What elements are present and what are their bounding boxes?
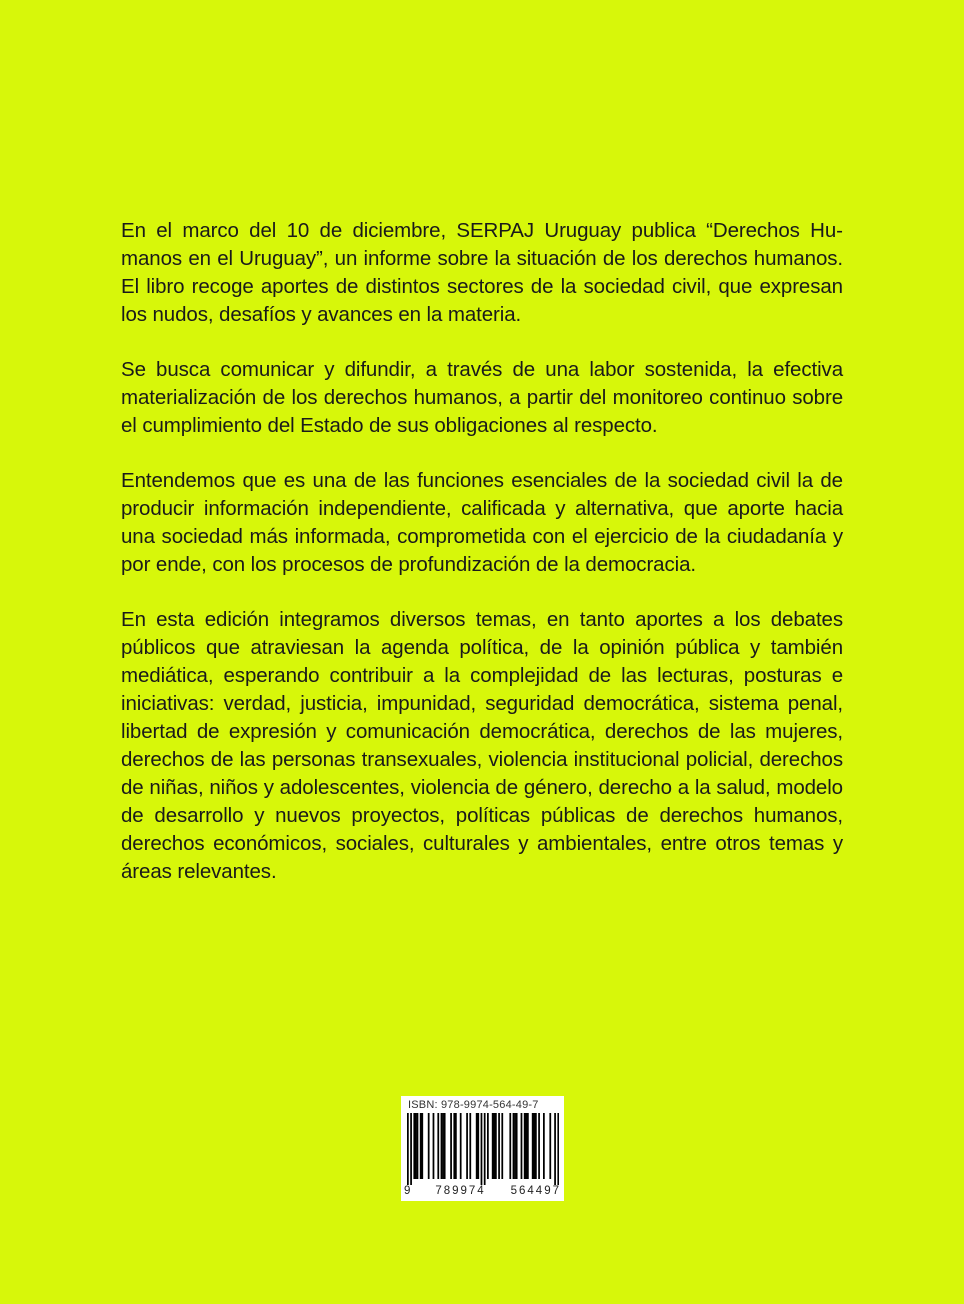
barcode-bar — [444, 1113, 446, 1179]
barcode-bar — [466, 1113, 468, 1179]
cover-text — [121, 217, 843, 913]
barcode-bar — [533, 1113, 535, 1179]
paragraph-purpose: Se busca comunicar y difundir, a través de una labor sostenida, la efectiva materialización de los derechos humanos, a partir del monitoreo continuo sobre el cumplimiento del Estado de sus obligaciones al respecto. — [121, 358, 843, 437]
barcode-bar — [535, 1113, 537, 1179]
barcode-bar — [543, 1113, 545, 1179]
barcode-bar — [437, 1113, 439, 1179]
barcode-bar — [525, 1113, 527, 1179]
barcode-right-group: 564497 — [510, 1185, 561, 1197]
barcode-bar — [460, 1113, 462, 1179]
barcode-bar — [493, 1113, 495, 1179]
paragraph-topics: En esta edición integramos diversos temas, en tanto aportes a los debates públicos que atraviesan la agenda política, de la opinión pública y también mediática, esperando contribuir a la complejidad de las lecturas, posturas e iniciativas: verdad, justicia, impunidad, seguridad democrática, sistema penal, libertad de expresión y comunicación democrática, derechos de las mujeres, derechos de las personas transexuales, violencia institucional policial, derechos de niñas, niños y adolescentes, violencia de género, derecho a la salud, modelo de desarrollo y nuevos proyectos, políticas públicas de derechos humanos, derechos económicos, sociales, culturales y ambientales, entre otros temas y áreas relevantes. — [121, 608, 843, 883]
barcode-bar — [524, 1113, 526, 1179]
barcode-bar — [433, 1113, 435, 1179]
barcode-bar — [413, 1113, 415, 1179]
barcode-bar — [509, 1113, 511, 1179]
barcode-bar — [442, 1113, 444, 1179]
barcode-bar — [487, 1113, 489, 1179]
barcode-bar — [481, 1113, 483, 1185]
barcode-bar — [455, 1113, 457, 1179]
barcode-bar — [428, 1113, 430, 1179]
barcode-bar — [549, 1113, 551, 1179]
barcode-bar — [516, 1113, 518, 1179]
barcode-bar — [417, 1113, 419, 1179]
barcode-bar — [554, 1113, 556, 1185]
barcode-bar — [514, 1113, 516, 1179]
paragraph-intro: En el marco del 10 de diciembre, SERPAJ Uruguay publica “Derechos Humanos en el Uruguay”, un informe sobre la situación de los derechos humanos. El libro recoge aportes de distintos sectores de la sociedad civil, que expresan los nudos, desafíos y avances en la materia. — [121, 219, 843, 326]
barcode-bar — [415, 1113, 417, 1179]
barcode-bar — [492, 1113, 494, 1179]
barcode-bar — [498, 1113, 500, 1179]
barcode-bar — [532, 1113, 534, 1179]
barcode-bar — [469, 1113, 471, 1179]
barcode-digits — [404, 1185, 561, 1197]
barcode-bar — [527, 1113, 529, 1179]
barcode-bar — [410, 1113, 412, 1185]
barcode-bar — [476, 1113, 478, 1179]
barcode-bar — [407, 1113, 409, 1185]
barcode-left-group: 789974 — [435, 1185, 486, 1197]
barcode-bar — [513, 1113, 515, 1179]
barcode-first-digit: 9 — [404, 1185, 411, 1197]
isbn-label: ISBN: 978-9974-564-49-7 — [408, 1099, 539, 1111]
paragraph-civil-society: Entendemos que es una de las funciones esenciales de la sociedad civil la de producir información independiente, calificada y alternativa, que aporte hacia una sociedad más informada, comprometida con el ejercicio de la ciudadanía y por ende, con los procesos de profundización de la democracia. — [121, 469, 843, 576]
barcode-bar — [501, 1113, 503, 1179]
barcode-icon — [407, 1113, 559, 1185]
barcode-bar — [557, 1113, 559, 1185]
barcode-bar — [477, 1113, 479, 1179]
barcode-bar — [484, 1113, 486, 1185]
barcode-bar — [538, 1113, 540, 1179]
barcode-bar — [521, 1113, 523, 1179]
barcode-bar — [495, 1113, 497, 1179]
barcode-bar — [420, 1113, 422, 1179]
isbn-barcode — [401, 1096, 564, 1201]
barcode-bar — [441, 1113, 443, 1179]
barcode-bar — [450, 1113, 452, 1179]
barcode-bar — [453, 1113, 455, 1179]
barcode-bar — [421, 1113, 423, 1179]
